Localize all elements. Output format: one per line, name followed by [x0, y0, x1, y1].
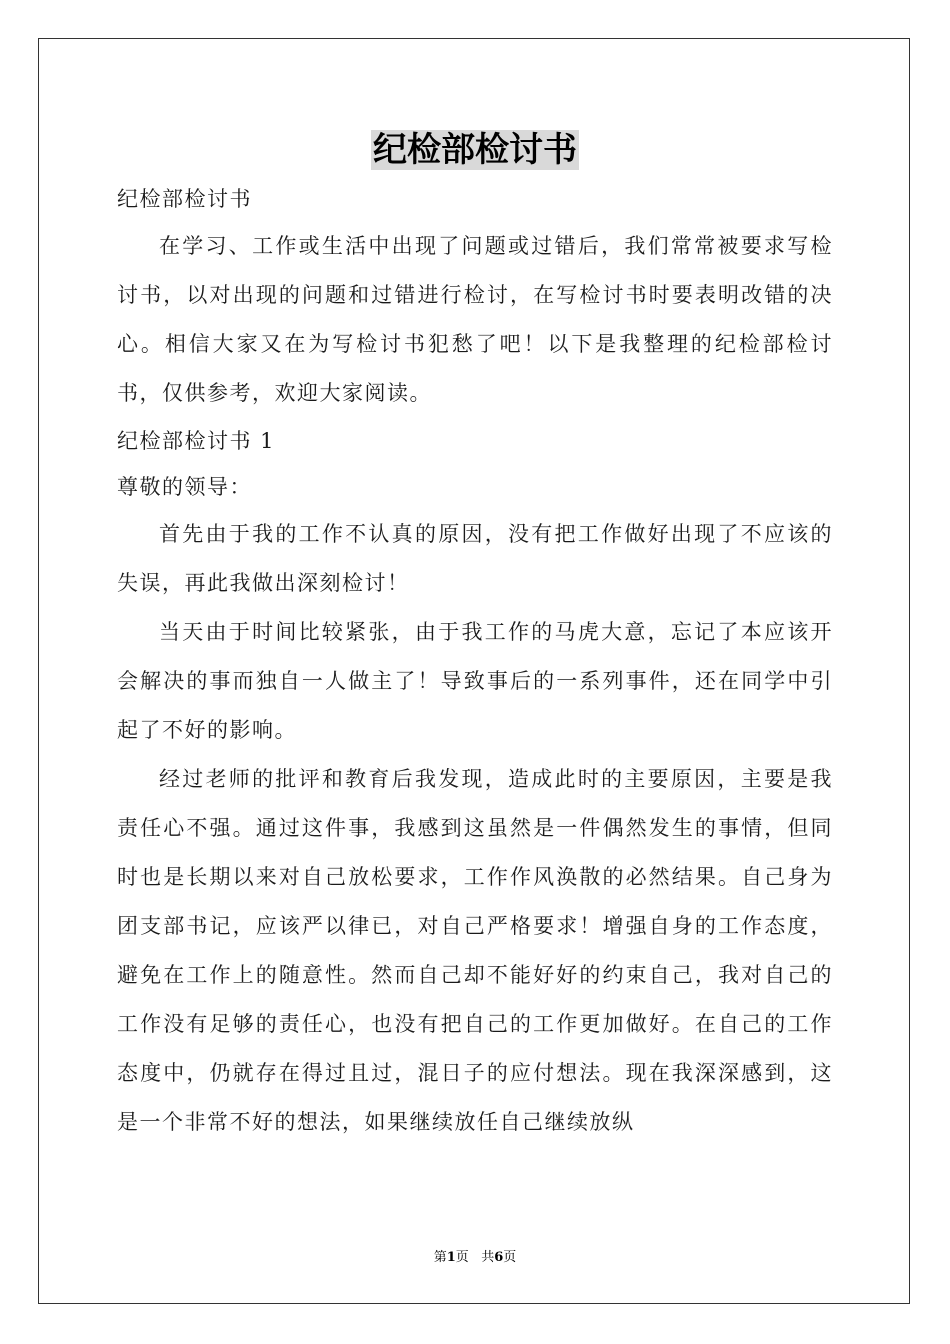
title-highlight: 纪检部检讨书: [373, 130, 577, 170]
paragraph-intro: 在学习、工作或生活中出现了问题或过错后，我们常常被要求写检讨书，以对出现的问题和过错进行检讨，在写检讨书时要表明改错的决心。相信大家又在为写检讨书犯愁了吧！以下是我整理的纪检部检讨书，仅供参考，欢迎大家阅读。: [117, 234, 833, 405]
document-body: [117, 176, 833, 1147]
paragraph-salutation: 尊敬的领导：: [117, 475, 252, 499]
page-total: 6: [494, 1250, 504, 1265]
total-unit: 页: [503, 1250, 517, 1265]
paragraph-body-3: 经过老师的批评和教育后我发现，造成此时的主要原因，主要是我责任心不强。通过这件事，我感到这虽然是一件偶然发生的事情，但同时也是长期以来对自己放松要求，工作作风涣散的必然结果。自己身为团支部书记，应该严以律已，对自己严格要求！增强自身的工作态度，避免在工作上的随意性。然而自己却不能好好的约束自己，我对自己的工作没有足够的责任心，也没有把自己的工作更加做好。在自己的工作态度中，仍就存在得过且过，混日子的应付想法。现在我深深感到，这是一个非常不好的想法，如果继续放任自己继续放纵: [117, 767, 833, 1134]
paragraph-section-heading: 纪检部检讨书 1: [117, 429, 276, 453]
page-current: 1: [446, 1250, 456, 1265]
document-title: [0, 126, 950, 174]
page-unit: 页: [455, 1250, 469, 1265]
paragraph-body-1: 首先由于我的工作不认真的原因，没有把工作做好出现了不应该的失误，再此我做出深刻检讨！: [117, 522, 833, 595]
paragraph-subtitle: 纪检部检讨书: [117, 187, 252, 211]
paragraph-body-2: 当天由于时间比较紧张，由于我工作的马虎大意，忘记了本应该开会解决的事而独自一人做主了！导致事后的一系列事件，还在同学中引起了不好的影响。: [117, 620, 833, 742]
total-prefix: 共: [481, 1250, 495, 1265]
page-footer: [0, 1246, 950, 1265]
page-prefix: 第: [433, 1250, 447, 1265]
